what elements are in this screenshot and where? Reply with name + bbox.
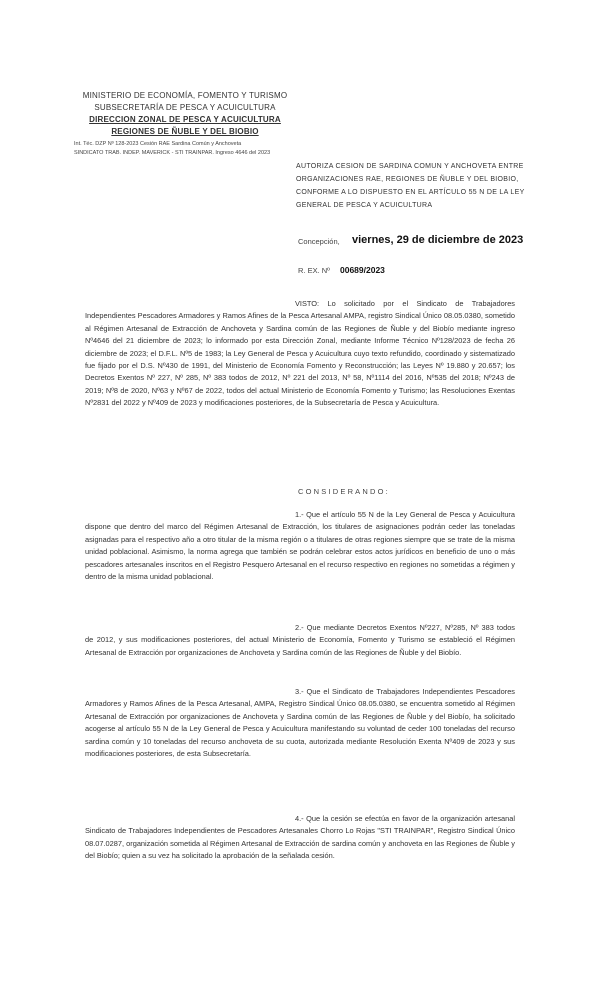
date-place: Concepción,: [298, 237, 340, 246]
subsecretaria-heading: SUBSECRETARÍA DE PESCA Y ACUICULTURA: [94, 103, 276, 112]
resolution-label: R. EX. Nº: [298, 266, 330, 275]
considerando-heading: CONSIDERANDO:: [298, 487, 390, 496]
resolution-number: 00689/2023: [340, 265, 385, 275]
reference-line-2: SINDICATO TRAB. INDEP. MAVERICK - STI TRAINPAR. Ingreso 4646 del 2023: [74, 150, 271, 156]
direccion-heading: DIRECCION ZONAL DE PESCA Y ACUICULTURA: [89, 115, 281, 124]
ministry-heading: MINISTERIO DE ECONOMÍA, FOMENTO Y TURISMO: [82, 91, 288, 100]
reference-line-1: Int. Téc. DZP Nº 128-2023 Cesión RAE Sardina Común y Anchoveta: [74, 141, 242, 147]
considerando-paragraph-1: 1.- Que el artículo 55 N de la Ley General de Pesca y Acuicultura dispone que dentro del marco del Régimen Artesanal de Extracción, los titulares de asignaciones podrán ceder las toneladas asignadas para el respectivo año a otro titular de la misma región o a titulares de otras regiones siempre que se trate de la misma unidad poblacional. Asimismo, la norma agrega que también se podrán celebrar estos actos jurídicos en beneficio de uno o más pescadores artesanales inscritos en el Registro Pesquero Artesanal en el recurso respectivo en regiones no sometidas a régimen y dentro de la misma unidad poblacional.: [85, 510, 515, 582]
considerando-paragraph-3: 3.- Que el Sindicato de Trabajadores Independientes Pescadores Armadores y Ramos Afines de la Pesca Artesanal, AMPA, Registro Sindical Único 08.05.0380, se encuentra sometido al Régimen Artesanal de Extracción por organizaciones de Anchoveta y Sardina común de las Regiones de Ñuble y del Biobío, ha solicitado acogerse al artículo 55 N de la Ley General de Pesca y Acuicultura manifestando su voluntad de ceder 100 toneladas del recurso sardina común y 10 toneladas del recurso anchoveta de su cuota, autorizada mediante Resolución Exenta Nº409 de 2023 y sus modificaciones posteriores, de esta Subsecretaría.: [85, 687, 515, 759]
considerando-paragraph-4: 4.- Que la cesión se efectúa en favor de la organización artesanal Sindicato de Trabajadores Independientes de Pescadores Artesanales Chorro Lo Rojas "STI TRAINPAR", Registro Sindical Único 08.07.0287, organización sometida al Régimen Artesanal de Extracción de sardina común y anchoveta en las Regiones de Ñuble y del Biobío; quien a su vez ha solicitado la aprobación de la señalada cesión.: [85, 814, 515, 861]
date-value: viernes, 29 de diciembre de 2023: [352, 234, 524, 246]
regiones-heading: REGIONES DE ÑUBLE Y DEL BIOBIO: [111, 127, 259, 136]
visto-paragraph: VISTO: Lo solicitado por el Sindicato de Trabajadores Independientes Pescadores Armadores y Ramos Afines de la Pesca Artesanal AMPA, registro Sindical Único 08.05.0380, sometido al Régimen Artesanal de Extracción de Anchoveta y Sardina común de las Regiones de Ñuble y del Biobío mediante ingreso Nº4646 del 21 diciembre de 2023; lo informado por esta Dirección Zonal, mediante Informe Técnico Nº128/2023 de fecha 26 diciembre de 2023; el D.F.L. Nº5 de 1983; la Ley General de Pesca y Acuicultura cuyo texto refundido, coordinado y sistematizado fue fijado por el D.S. Nº430 de 1991, del Ministerio de Economía Fomento y Reconstrucción; las Leyes Nº 19.880 y 20.657; los Decretos Exentos Nº 227, Nº 285, Nº 383 todos de 2012, Nº 221 del 2013, Nº 58, Nº1114 del 2016, Nº535 del 2018; Nº243 de 2019; Nº8 de 2020, Nº63 y Nº67 de 2022, todos del actual Ministerio de Economía Fomento y Turismo; las Resoluciones Exentas Nº2831 del 2022 y Nº409 de 2023 y modificaciones posteriores, de la Subsecretaría de Pesca y Acuicultura.: [85, 299, 515, 408]
considerando-paragraph-2: 2.- Que mediante Decretos Exentos Nº227, Nº285, Nº 383 todos de 2012, y sus modificaciones posteriores, del actual Ministerio de Economía, Fomento y Turismo se estableció el Régimen Artesanal de Extracción por organizaciones de Anchoveta y Sardina común de las Regiones de Ñuble y del Biobío.: [85, 623, 515, 657]
resolution-title: AUTORIZA CESION DE SARDINA COMUN Y ANCHOVETA ENTRE ORGANIZACIONES RAE, REGIONES DE ÑUBLE Y DEL BIOBIO, CONFORME A LO DISPUESTO EN EL ARTÍCULO 55 N DE LA LEY GENERAL DE PESCA Y ACUICULTURA: [296, 163, 525, 209]
